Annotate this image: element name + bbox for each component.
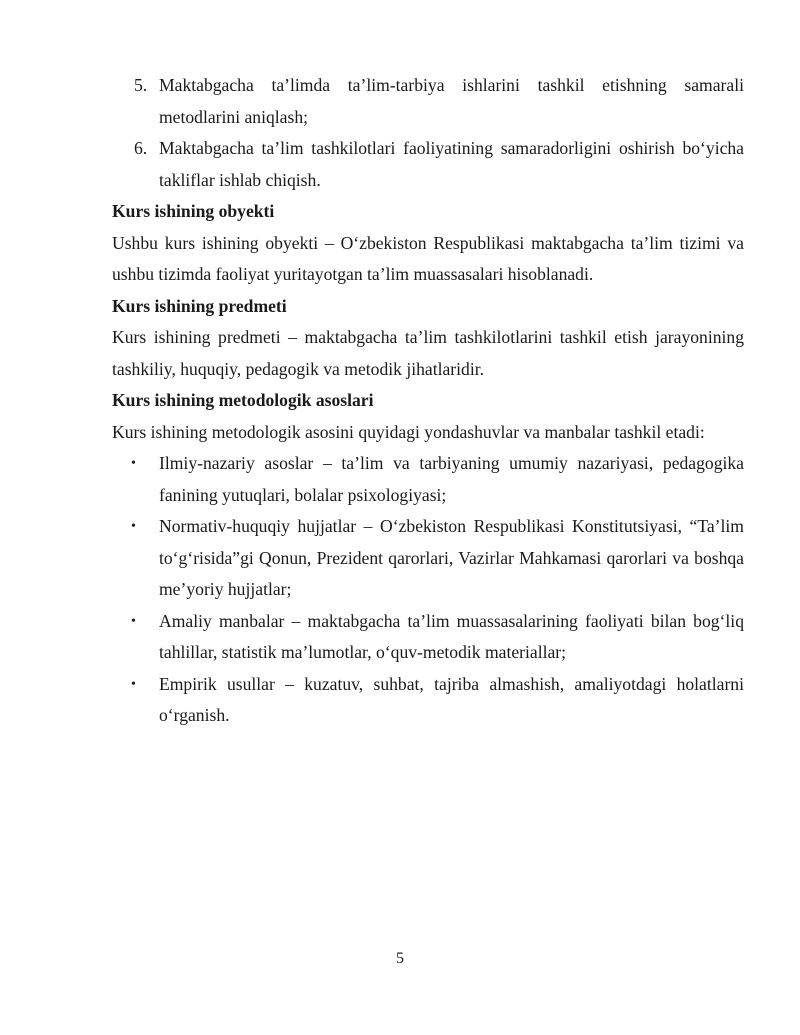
bullet-text: Ilmiy-nazariy asoslar – ta’lim va tarbiyaning umumiy nazariyasi, pedagogika fanining yutuqlari, bolalar psixologiyasi; <box>159 453 744 505</box>
section-text-subject: Kurs ishining predmeti – maktabgacha ta’lim tashkilotlarini tashkil etish jarayonining tashkiliy, huquqiy, pedagogik va metodik jihatlaridir. <box>112 327 744 379</box>
bullet-text: Normativ-huquqiy hujjatlar – O‘zbekiston Respublikasi Konstitutsiyasi, “Ta’lim to‘g‘risida”gi Qonun, Prezident qarorlari, Vazirlar Mahkamasi qarorlari va boshqa me’yoriy hujjatlar; <box>159 516 744 599</box>
bullet-text: Amaliy manbalar – maktabgacha ta’lim muassasalarining faoliyati bilan bog‘liq tahlillar, statistik ma’lumotlar, o‘quv-metodik materiallar; <box>159 610 744 662</box>
methodology-bullet-list <box>112 448 744 732</box>
item-text: Maktabgacha ta’limda ta’lim-tarbiya ishlarini tashkil etishning samarali metodlarini aniqlash; <box>159 75 744 127</box>
list-item <box>112 133 744 196</box>
list-item <box>112 511 744 606</box>
page-number: 5 <box>396 950 404 967</box>
bullet-text: Empirik usullar – kuzatuv, suhbat, tajriba almashish, amaliyotdagi holatlarni o‘rganish. <box>159 673 744 725</box>
bullet-icon: • <box>131 613 136 629</box>
section-heading-object: Kurs ishining obyekti <box>112 201 275 221</box>
bullet-icon: • <box>131 456 136 471</box>
list-item <box>112 606 744 669</box>
item-number: 6. <box>134 138 148 158</box>
numbered-task-list <box>112 70 744 196</box>
list-item <box>112 448 744 511</box>
section-heading-subject: Kurs ishining predmeti <box>112 295 287 316</box>
section-text-methodology: Kurs ishining metodologik asosini quyidagi yondashuvlar va manbalar tashkil etadi: <box>112 421 705 442</box>
item-number: 5. <box>134 75 148 95</box>
section-text-object: Ushbu kurs ishining obyekti – O‘zbekiston Respublikasi maktabgacha ta’lim tizimi va ushbu tizimda faoliyat yuritayotgan ta’lim muassasalari hisoblanadi. <box>112 232 744 284</box>
list-item <box>112 70 744 133</box>
list-item <box>112 669 744 732</box>
bullet-icon: • <box>131 676 136 692</box>
bullet-icon: • <box>131 519 136 534</box>
section-heading-methodology: Kurs ishining metodologik asoslari <box>112 390 374 410</box>
item-text: Maktabgacha ta’lim tashkilotlari faoliyatining samaradorligini oshirish bo‘yicha takliflar ishlab chiqish. <box>159 138 744 190</box>
document-page <box>112 70 744 732</box>
